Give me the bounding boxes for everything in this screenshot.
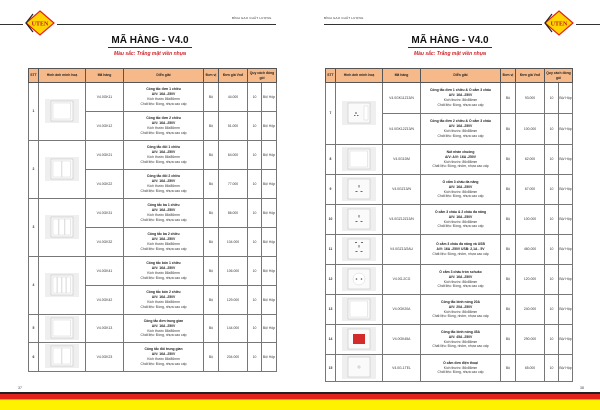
qty-cell: 10 (545, 325, 559, 355)
column-header: Hình ảnh minh hoạ (336, 69, 383, 83)
product-name: Ổ cắm 3 chấu đa năng (442, 179, 479, 184)
description-cell (124, 315, 204, 343)
header-rule (324, 24, 542, 25)
table-row (326, 265, 573, 295)
column-header: Mã hàng (86, 69, 124, 83)
product-spec: A/V: 45A -250V (448, 334, 473, 339)
product-spec: A/V: 16A -250V (151, 352, 176, 357)
qty-cell: 10 (545, 175, 559, 205)
pack-cell: Bộ/ Hộp (262, 343, 277, 372)
stt-cell: 1 (29, 83, 39, 141)
product-code: V4.0GK20A (383, 295, 421, 325)
description-cell (421, 205, 501, 235)
product-material: Chất liệu: Đồng, nhựa cao cấp (437, 224, 484, 229)
product-code: V4.0GZ12Z13/N (383, 205, 421, 235)
product-image-cell (39, 315, 86, 343)
unit-cell: Bộ (204, 286, 219, 315)
price-cell: 120.000 (516, 265, 545, 295)
product-name: Công tắc đơn trung gian (143, 318, 184, 323)
description-cell (124, 112, 204, 141)
product-name: Công tắc đơn 1 chiều & Ổ cắm 3 chấu (429, 88, 491, 93)
page-title-text: MÃ HÀNG - V4.0 (408, 35, 491, 48)
product-image-cell (336, 235, 383, 265)
product-size: Kích thước: 86x86mm (443, 309, 478, 314)
pack-cell: Bộ/ Hộp (559, 83, 573, 114)
product-spec: A/V: 16A -250V (448, 124, 473, 129)
triple-switch-icon (45, 215, 79, 239)
table-row (29, 343, 277, 372)
column-header: Đơn vị (501, 69, 516, 83)
qty-cell: 10 (248, 343, 262, 372)
double-switch-icon (45, 157, 79, 181)
price-cell: 86.000 (219, 199, 248, 228)
product-size: Kích thước: 86x86mm (443, 159, 478, 164)
product-spec: A/V: 16A -250V USB: 2,1A - 5V (436, 247, 485, 252)
stt-cell: 12 (326, 265, 336, 295)
pack-cell: Bộ/ Hộp (262, 83, 277, 112)
price-cell: 144.000 (219, 315, 248, 343)
product-code: V4.0GK13 (86, 315, 124, 343)
price-cell: 104.000 (219, 228, 248, 257)
header-rule (57, 24, 276, 25)
product-name: Công tắc bình nóng 45A (441, 329, 480, 334)
unit-cell: Bộ (501, 295, 516, 325)
product-material: Chất liệu: Đồng, nhựa cao cấp (140, 101, 187, 106)
product-image-cell (336, 325, 383, 355)
unit-cell: Bộ (501, 145, 516, 175)
product-size: Kích thước: 86x86mm (443, 129, 478, 133)
description-cell (124, 228, 204, 257)
product-material: Chất liệu: Đồng, nhôm, nhựa cao cấp (432, 251, 489, 256)
page-left (0, 0, 300, 392)
description-cell (421, 235, 501, 265)
stt-cell: 7 (326, 83, 336, 145)
qty-cell: 10 (545, 145, 559, 175)
pack-cell: Bộ/ Hộp (262, 286, 277, 315)
product-material: Chất liệu: Đồng, nhựa cao cấp (437, 370, 484, 375)
product-code: V4.0GZ13/N (383, 175, 421, 205)
price-cell: 51.000 (219, 112, 248, 141)
unit-cell: Bộ (204, 315, 219, 343)
product-image-cell (39, 199, 86, 257)
product-spec: A/V: 20A -250V (448, 304, 473, 309)
stt-cell: 6 (29, 343, 39, 372)
product-image-cell (39, 343, 86, 372)
product-spec: A/V: 16A -250V (151, 323, 176, 328)
pack-cell: Bộ/ Hộp (559, 355, 573, 382)
unit-cell: Bộ (204, 112, 219, 141)
stt-cell: 3 (29, 199, 39, 257)
product-code: V4.0GK11 (86, 83, 124, 112)
pack-cell: Bộ/ Hộp (559, 205, 573, 235)
product-material: Chất liệu: Đồng, nhựa cao cấp (140, 159, 187, 164)
product-spec: A/V: 16A -250V (448, 184, 473, 189)
unit-cell: Bộ (204, 228, 219, 257)
product-name: Ổ cắm 3 chấu & 2 chấu đa năng (434, 209, 487, 214)
column-header: Mã hàng (383, 69, 421, 83)
product-spec: A/V: 16A -250V (151, 295, 176, 300)
table-row (326, 325, 573, 355)
table-row (29, 141, 277, 170)
product-spec: A/V: 16A -250V (151, 121, 176, 126)
water-heater-switch-45a-icon (342, 327, 376, 351)
column-header: Quy cách đóng gói (248, 69, 277, 83)
product-size: Kích thước 86x86mm (147, 242, 180, 246)
page-number: 37 (18, 386, 22, 390)
product-code: V4.0GK31 (86, 199, 124, 228)
description-cell (421, 325, 501, 355)
product-size: Kích thước: 86x86mm (443, 365, 478, 370)
qty-cell: 10 (545, 265, 559, 295)
footer-stripes (0, 392, 600, 410)
switch-socket-icon (342, 101, 376, 125)
qty-cell: 10 (248, 199, 262, 228)
description-cell (421, 175, 501, 205)
stt-cell: 8 (326, 145, 336, 175)
qty-cell: 10 (248, 315, 262, 343)
product-material: Chất liệu: Đồng, nhôm, nhựa cao cấp (432, 344, 489, 349)
intermediate-switch-icon (45, 316, 79, 340)
multi-socket-icon (342, 177, 376, 201)
table-row (326, 205, 573, 235)
column-header: Diễn giải (124, 69, 204, 83)
column-header: Đơn vị (204, 69, 219, 83)
pack-cell: Bộ/ Hộp (262, 170, 277, 199)
page-title (0, 35, 300, 46)
column-header: Quy cách đóng gói (545, 69, 573, 83)
product-size: Kích thước: 86x86mm (443, 219, 478, 224)
product-image-cell (336, 265, 383, 295)
product-size: Kích thước: 86x86mm (443, 98, 478, 102)
pack-cell: Bộ/ Hộp (262, 199, 277, 228)
dual-multi-socket-icon (342, 207, 376, 231)
product-material: Chất liệu: Đồng, nhựa cao cấp (140, 217, 187, 222)
product-material: Chất liệu: Đồng, nhựa cao cấp (140, 361, 187, 366)
description-cell (421, 83, 501, 114)
column-header: Diễn giải (421, 69, 501, 83)
product-size: Kích thước 86x86mm (147, 271, 180, 275)
product-code: V4.0GZ13/2AU (383, 235, 421, 265)
price-cell: 240.000 (516, 295, 545, 325)
product-code: V4.0G1DM (383, 145, 421, 175)
page-right (300, 0, 600, 392)
price-cell: 64.000 (219, 141, 248, 170)
product-name: Công tắc bốn 1 chiều (146, 261, 181, 266)
stripe-yellow (0, 400, 600, 410)
product-material: Chất liệu: Đồng, nhựa cao cấp (140, 304, 187, 309)
page-subtitle: Màu sắc: Trắng mặt viền nhựa (113, 51, 187, 57)
header-rule (576, 24, 600, 25)
product-name: Ổ cắm 3 chấu tròn schuko (439, 269, 482, 274)
table-header-row (29, 69, 277, 83)
price-cell: 44.000 (219, 83, 248, 112)
pack-cell: Bộ/ Hộp (262, 141, 277, 170)
price-cell: 106.000 (219, 257, 248, 286)
product-size: Kích thước: 86x86mm (443, 339, 478, 344)
product-spec: A/V: A/V: 16A -250V (444, 154, 477, 159)
tagline: BÌNH GAO CHẤT LƯỢNG (324, 16, 364, 20)
pack-cell: Bộ/ Hộp (262, 112, 277, 141)
description-cell (421, 295, 501, 325)
description-cell (124, 170, 204, 199)
unit-cell: Bộ (501, 175, 516, 205)
page-title (300, 35, 600, 46)
pack-cell: Bộ/ Hộp (262, 315, 277, 343)
pack-cell: Bộ/ Hộp (559, 145, 573, 175)
unit-cell: Bộ (204, 257, 219, 286)
unit-cell: Bộ (204, 141, 219, 170)
product-image-cell (336, 145, 383, 175)
qty-cell: 10 (545, 355, 559, 382)
product-code: V4.0G-1TEL (383, 355, 421, 382)
schuko-socket-icon (342, 267, 376, 291)
qty-cell: 10 (248, 228, 262, 257)
table-header-row (326, 69, 573, 83)
description-cell (124, 199, 204, 228)
description-cell (421, 265, 501, 295)
product-image-cell (336, 175, 383, 205)
description-cell (124, 141, 204, 170)
page-title-text: MÃ HÀNG - V4.0 (108, 35, 191, 48)
product-size: Kích thước 86x86mm (147, 97, 180, 101)
product-name: Công tắc ba 1 chiều (147, 203, 180, 208)
unit-cell: Bộ (501, 235, 516, 265)
table-row (29, 257, 277, 286)
table-row (326, 355, 573, 382)
stt-cell: 9 (326, 175, 336, 205)
product-image-cell (39, 257, 86, 315)
product-spec: A/V: 16A -250V (151, 179, 176, 184)
product-image-cell (336, 83, 383, 145)
product-name: Công tắc ba 2 chiều (147, 232, 180, 237)
water-heater-switch-20a-icon (342, 297, 376, 321)
product-material: Chất liệu: Đồng, nhựa cao cấp (437, 284, 484, 289)
description-cell (421, 145, 501, 175)
usb-socket-icon (342, 237, 376, 261)
product-material: Chất liệu: Đồng, nhựa cao cấp (140, 246, 187, 251)
column-header: STT (29, 69, 39, 83)
description-cell (124, 257, 204, 286)
product-spec: A/V: 16A -250V (448, 93, 473, 98)
phone-socket-icon (342, 355, 376, 379)
description-cell (421, 355, 501, 382)
stt-cell: 4 (29, 257, 39, 315)
page-number: 38 (580, 386, 584, 390)
stt-cell: 2 (29, 141, 39, 199)
product-spec: A/V: 16A -250V (151, 150, 176, 155)
header-rule (0, 24, 23, 25)
pack-cell: Bộ/ Hộp (559, 114, 573, 145)
product-material: Chất liệu: Đồng, nhựa cao cấp (140, 333, 187, 338)
price-cell: 460.000 (516, 235, 545, 265)
qty-cell: 10 (248, 170, 262, 199)
product-image-cell (336, 355, 383, 382)
unit-cell: Bộ (204, 170, 219, 199)
price-cell: 204.000 (219, 343, 248, 372)
unit-cell: Bộ (501, 325, 516, 355)
uten-logo (25, 10, 55, 36)
product-code: V4.0GK12Z13/N (383, 114, 421, 145)
product-name: Công tắc đơn 1 chiều (146, 87, 181, 92)
product-material: Chất liệu: Đồng, nhôm, nhựa cao cấp (432, 314, 489, 319)
product-name: Công tắc đôi trung gian (144, 347, 183, 352)
product-material: Chất liệu: Đồng, nhựa cao cấp (140, 130, 187, 135)
product-size: Kích thước 86x86mm (147, 126, 180, 130)
product-code: V4.0GK21 (86, 141, 124, 170)
product-name: Công tắc đôi 1 chiều (146, 145, 181, 150)
product-size: Kích thước 86x86mm (147, 300, 180, 304)
price-cell: 65.000 (516, 355, 545, 382)
tagline: BÌNH GAO CHẤT LƯỢNG (232, 16, 272, 20)
logo-text: UTEN (550, 21, 568, 28)
product-name: Ổ cắm đơn điện thoại (443, 360, 478, 365)
product-table-right (325, 68, 573, 382)
price-cell: 100.000 (516, 205, 545, 235)
product-material: Chất liệu: Đồng, nhựa cao cấp (140, 188, 187, 193)
product-code: V4.0GK23 (86, 343, 124, 372)
column-header: Đơn giá Vnđ (516, 69, 545, 83)
logo-text: UTEN (31, 21, 49, 28)
product-size: Kích thước: 86x86mm (443, 279, 478, 284)
product-size: Kích thước 86x86mm (147, 155, 180, 159)
table-row (326, 295, 573, 325)
qty-cell: 10 (545, 83, 559, 114)
qty-cell: 10 (545, 205, 559, 235)
doorbell-button-icon (342, 147, 376, 171)
product-name: Công tắc bốn 2 chiều (146, 290, 181, 295)
product-spec: A/V: 16A -250V (448, 274, 473, 279)
product-size: Kích thước 86x86mm (147, 357, 180, 361)
product-material: Chất liệu: Đồng, nhựa cao cấp (437, 194, 484, 199)
qty-cell: 10 (248, 83, 262, 112)
product-image-cell (336, 205, 383, 235)
stt-cell: 13 (326, 295, 336, 325)
price-cell: 129.000 (219, 286, 248, 315)
product-spec: A/V: 16A -250V (151, 92, 176, 97)
product-code: V4.0GK41 (86, 257, 124, 286)
pack-cell: Bộ/ Hộp (262, 228, 277, 257)
page-subtitle: Màu sắc: Trắng mặt viền nhựa (413, 51, 487, 57)
product-name: Nút nhấn chuông (446, 149, 475, 154)
price-cell: 62.000 (516, 145, 545, 175)
unit-cell: Bộ (501, 265, 516, 295)
unit-cell: Bộ (501, 83, 516, 114)
product-image-cell (39, 141, 86, 199)
table-row (29, 315, 277, 343)
stt-cell: 10 (326, 205, 336, 235)
product-name: Ổ cắm 3 chấu đa năng và USB (436, 242, 485, 247)
product-code: V4.0G-2CG (383, 265, 421, 295)
price-cell: 67.000 (516, 175, 545, 205)
stt-cell: 11 (326, 235, 336, 265)
single-switch-icon (45, 99, 79, 123)
product-size: Kích thước 86x86mm (147, 184, 180, 188)
product-code: V4.0GK45A (383, 325, 421, 355)
qty-cell: 10 (545, 235, 559, 265)
unit-cell: Bộ (501, 114, 516, 145)
product-material: Chất liệu: Đồng, nhôm, nhựa cao cấp (432, 164, 489, 169)
product-table-left (28, 68, 277, 372)
product-size: Kích thước 86x86mm (147, 213, 180, 217)
description-cell (124, 343, 204, 372)
price-cell: 77.000 (219, 170, 248, 199)
table-row (29, 199, 277, 228)
pack-cell: Bộ/ Hộp (559, 235, 573, 265)
product-name: Công tắc đơn 2 chiều (146, 116, 181, 121)
pack-cell: Bộ/ Hộp (559, 175, 573, 205)
product-spec: A/V: 16A -250V (151, 208, 176, 213)
unit-cell: Bộ (204, 83, 219, 112)
product-code: V4.0GK32 (86, 228, 124, 257)
stt-cell: 14 (326, 325, 336, 355)
table-row (326, 175, 573, 205)
description-cell (124, 83, 204, 112)
product-name: Công tắc đôi 2 chiều (146, 174, 181, 179)
product-size: Kích thước 86x86mm (147, 328, 180, 333)
quad-switch-icon (45, 273, 79, 297)
qty-cell: 10 (545, 114, 559, 145)
unit-cell: Bộ (204, 199, 219, 228)
product-code: V4.0GK11Z13/N (383, 83, 421, 114)
product-material: Chất liệu: Đồng, nhựa cao cấp (437, 102, 484, 107)
table-row (29, 83, 277, 112)
product-spec: A/V: 16A -250V (448, 214, 473, 219)
table-row (326, 145, 573, 175)
pack-cell: Bộ/ Hộp (262, 257, 277, 286)
product-code: V4.0GK22 (86, 170, 124, 199)
product-code: V4.0GK12 (86, 112, 124, 141)
product-material: Chất liệu: Đồng, nhựa cao cấp (140, 275, 187, 280)
qty-cell: 10 (248, 286, 262, 315)
product-image-cell (39, 83, 86, 141)
price-cell: 100.000 (516, 114, 545, 145)
pack-cell: Bộ/ Hộp (559, 325, 573, 355)
table-row (326, 83, 573, 114)
product-name: Công tắc bình nóng 20A (441, 299, 480, 304)
double-intermediate-switch-icon (45, 344, 79, 368)
unit-cell: Bộ (501, 355, 516, 382)
price-cell: 290.000 (516, 325, 545, 355)
column-header: STT (326, 69, 336, 83)
product-spec: A/V: 16A -250V (151, 237, 176, 242)
table-row (326, 235, 573, 265)
qty-cell: 10 (248, 141, 262, 170)
pack-cell: Bộ/ Hộp (559, 295, 573, 325)
product-image-cell (336, 295, 383, 325)
column-header: Hình ảnh minh hoạ (39, 69, 86, 83)
qty-cell: 10 (545, 295, 559, 325)
uten-logo (544, 10, 574, 36)
product-code: V4.0GK42 (86, 286, 124, 315)
product-name: Công tắc đơn 2 chiều & Ổ cắm 3 chấu (429, 119, 491, 124)
product-spec: A/V: 16A -250V (151, 266, 176, 271)
unit-cell: Bộ (204, 343, 219, 372)
description-cell (124, 286, 204, 315)
stt-cell: 5 (29, 315, 39, 343)
unit-cell: Bộ (501, 205, 516, 235)
qty-cell: 10 (248, 257, 262, 286)
pack-cell: Bộ/ Hộp (559, 265, 573, 295)
column-header: Đơn giá Vnđ (219, 69, 248, 83)
product-size: Kích thước: 86x86mm (443, 189, 478, 194)
description-cell (421, 114, 501, 145)
product-material: Chất liệu: Đồng, nhựa cao cấp (437, 133, 484, 138)
qty-cell: 10 (248, 112, 262, 141)
stt-cell: 15 (326, 355, 336, 382)
price-cell: 93.000 (516, 83, 545, 114)
